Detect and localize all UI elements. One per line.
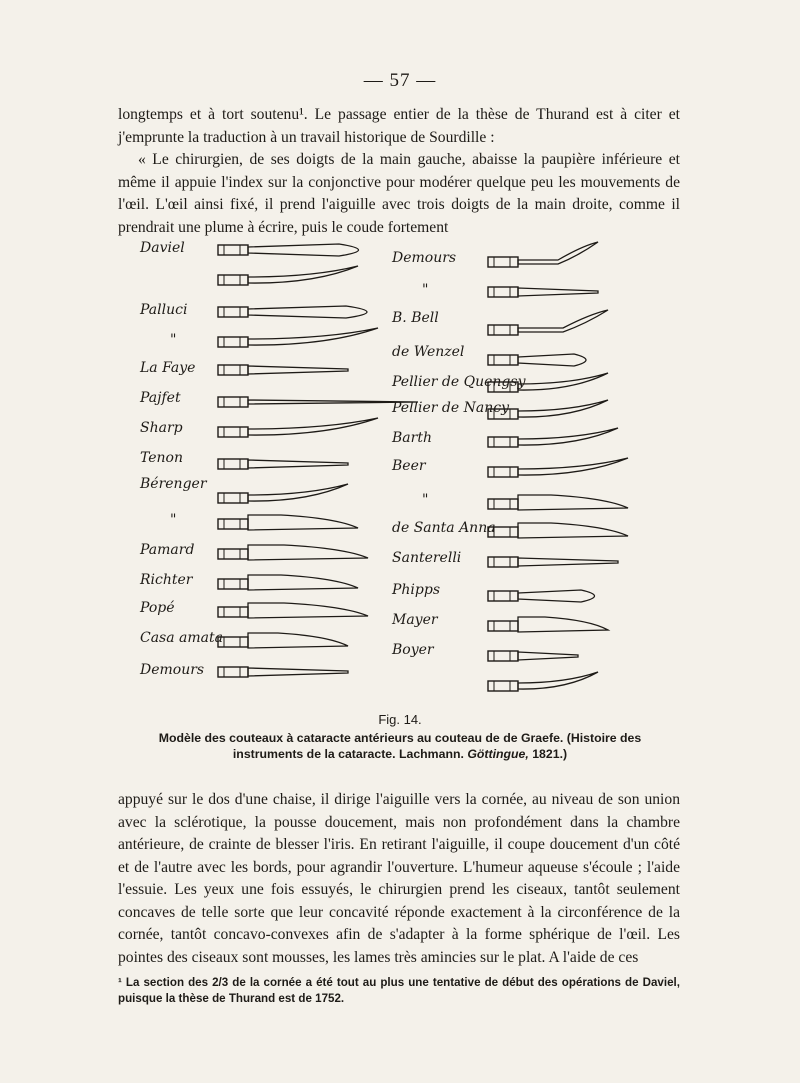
knife-handle [218,307,248,317]
knife-handle [218,427,248,437]
knife-handle [218,549,248,559]
knife-blade [518,672,598,689]
inventor-label: Santerelli [392,550,462,566]
knife-blade [518,242,598,264]
knife-handle [488,591,518,601]
knife-blade [518,400,608,417]
inventor-label: Pellier de Quengsy [392,374,526,390]
knife-blade [248,366,348,374]
inventor-label: Sharp [140,420,183,436]
knife-handle [218,579,248,589]
top-paragraphs [118,104,680,239]
knife-blade [518,590,595,602]
knife-handle [488,467,518,477]
knife-handle [218,519,248,529]
inventor-label: Phipps [392,582,441,598]
inventor-label: Tenon [140,450,183,466]
knife-blade [518,288,598,296]
knife-handle [218,607,248,617]
paragraph: appuyé sur le dos d'une chaise, il dirige l'aiguille vers la cornée, au niveau de son union avec la sclérotique, la pousse doucement, mais non profondément dans la chambre antérieure, de crainte de blesser l'iris. En retirant l'aiguille, il coupe doucement d'un côté et de l'autre avec les bords, pour agrandir l'ouverture. L'humeur aqueuse s'écoule ; l'aide l'essuie. Les yeux une fois essuyés, le chirurgien prend les ciseaux, tantôt seulement concaves de telle sorte que leur concavité réponde exactement à la circonférence de la cornée, tantôt concavo-convexes afin de s'adapter à la forme sphérique de l'œil. Les pointes des ciseaux sont mousses, les lames très amincies sur le plat. A l'aide de ces [118,791,680,966]
knife-blade [518,354,586,366]
inventor-label: Pajfet [140,390,181,406]
knife-blade [248,484,348,501]
knife-blade [248,633,348,648]
paragraph: « Le chirurgien, de ses doigts de la main gauche, abaisse la paupière inférieure et même il appuie l'index sur la conjonctive pour modérer quelque peu les mouvements de l'œil. L'œil ainsi fixé, il prend l'aiguille avec trois doigts de la main droite, comme il prendrait une plume à écrire, puis le coude fortement [118,151,680,236]
knife-blade [518,523,628,538]
inventor-label: La Faye [140,360,196,376]
ditto-mark: " [170,332,177,348]
paragraph: longtemps et à tort soutenu¹. Le passage entier de la thèse de Thurand est à citer et j'emprunte la traduction à un travail historique de Sourdille : [118,106,680,146]
knife-blade [248,575,358,590]
knife-handle [488,651,518,661]
knife-handle [218,459,248,469]
figure-title: Fig. 14. [378,712,422,727]
knife-blade [248,328,378,345]
inventor-label: Pamard [140,542,195,558]
bottom-paragraphs [118,789,680,969]
knife-handle [218,493,248,503]
inventor-label: Bérenger [140,476,207,492]
knife-handle [488,437,518,447]
knife-blade [248,418,378,435]
knife-blade [248,460,348,468]
knife-handle [488,557,518,567]
knife-handle [488,621,518,631]
inventor-label: Richter [140,572,193,588]
knife-blade [248,515,358,530]
knife-handle [488,257,518,267]
knife-blade [518,652,578,660]
knife-blade [248,244,359,256]
ditto-mark: " [422,282,429,298]
inventor-label: Popé [140,600,175,616]
inventor-label: Barth [392,430,432,446]
inventor-label: Palluci [140,302,188,318]
knife-blade [248,668,348,676]
inventor-label: Pellier de Nancy [392,400,509,416]
knife-handle [218,275,248,285]
inventor-label: de Wenzel [392,344,465,360]
knife-blade [518,458,628,475]
knife-handle [488,355,518,365]
knife-blade [248,266,358,283]
instrument-figure [110,232,690,710]
inventor-label: Daviel [140,240,185,256]
knife-handle [218,397,248,407]
knife-handle [218,365,248,375]
ditto-mark: " [170,512,177,528]
knife-handle [218,337,248,347]
inventor-label: de Santa Anna [392,520,496,536]
knife-blade [518,617,608,632]
caption-main: Modèle des couteaux à cataracte antérieurs au couteau de de Graefe. (Histoire des instruments de la cataracte. Lachmann. [158,731,642,761]
inventor-label: Casa amata [140,630,223,646]
knife-blade [518,558,618,566]
inventor-label: Demours [392,250,457,266]
knife-blade [248,306,367,318]
inventor-label: Boyer [392,642,434,658]
knife-handle [218,245,248,255]
knife-blade [518,495,628,510]
inventor-label: Mayer [392,612,438,628]
knife-blade [248,545,368,560]
knife-handle [488,325,518,335]
inventor-label: Demours [140,662,205,678]
knife-blade [518,310,608,332]
caption-year: 1821.) [532,747,568,761]
knife-blade [248,603,368,618]
knife-handle [488,499,518,509]
caption-place: Göttingue, [467,747,529,761]
inventor-label: B. Bell [392,310,439,326]
inventor-label: Beer [392,458,426,474]
page-number: — 57 — [363,70,437,91]
knife-handle [488,681,518,691]
ditto-mark: " [422,492,429,508]
knife-handle [488,287,518,297]
knife-handle [218,667,248,677]
knife-blade [518,373,608,390]
footnote: ¹ La section des 2/3 de la cornée a été tout au plus une tentative de début des opérations de Daviel, puisque la thèse de Thurand est de 1752. [118,976,680,1005]
knife-blade [518,428,618,445]
figure-caption [130,730,670,762]
